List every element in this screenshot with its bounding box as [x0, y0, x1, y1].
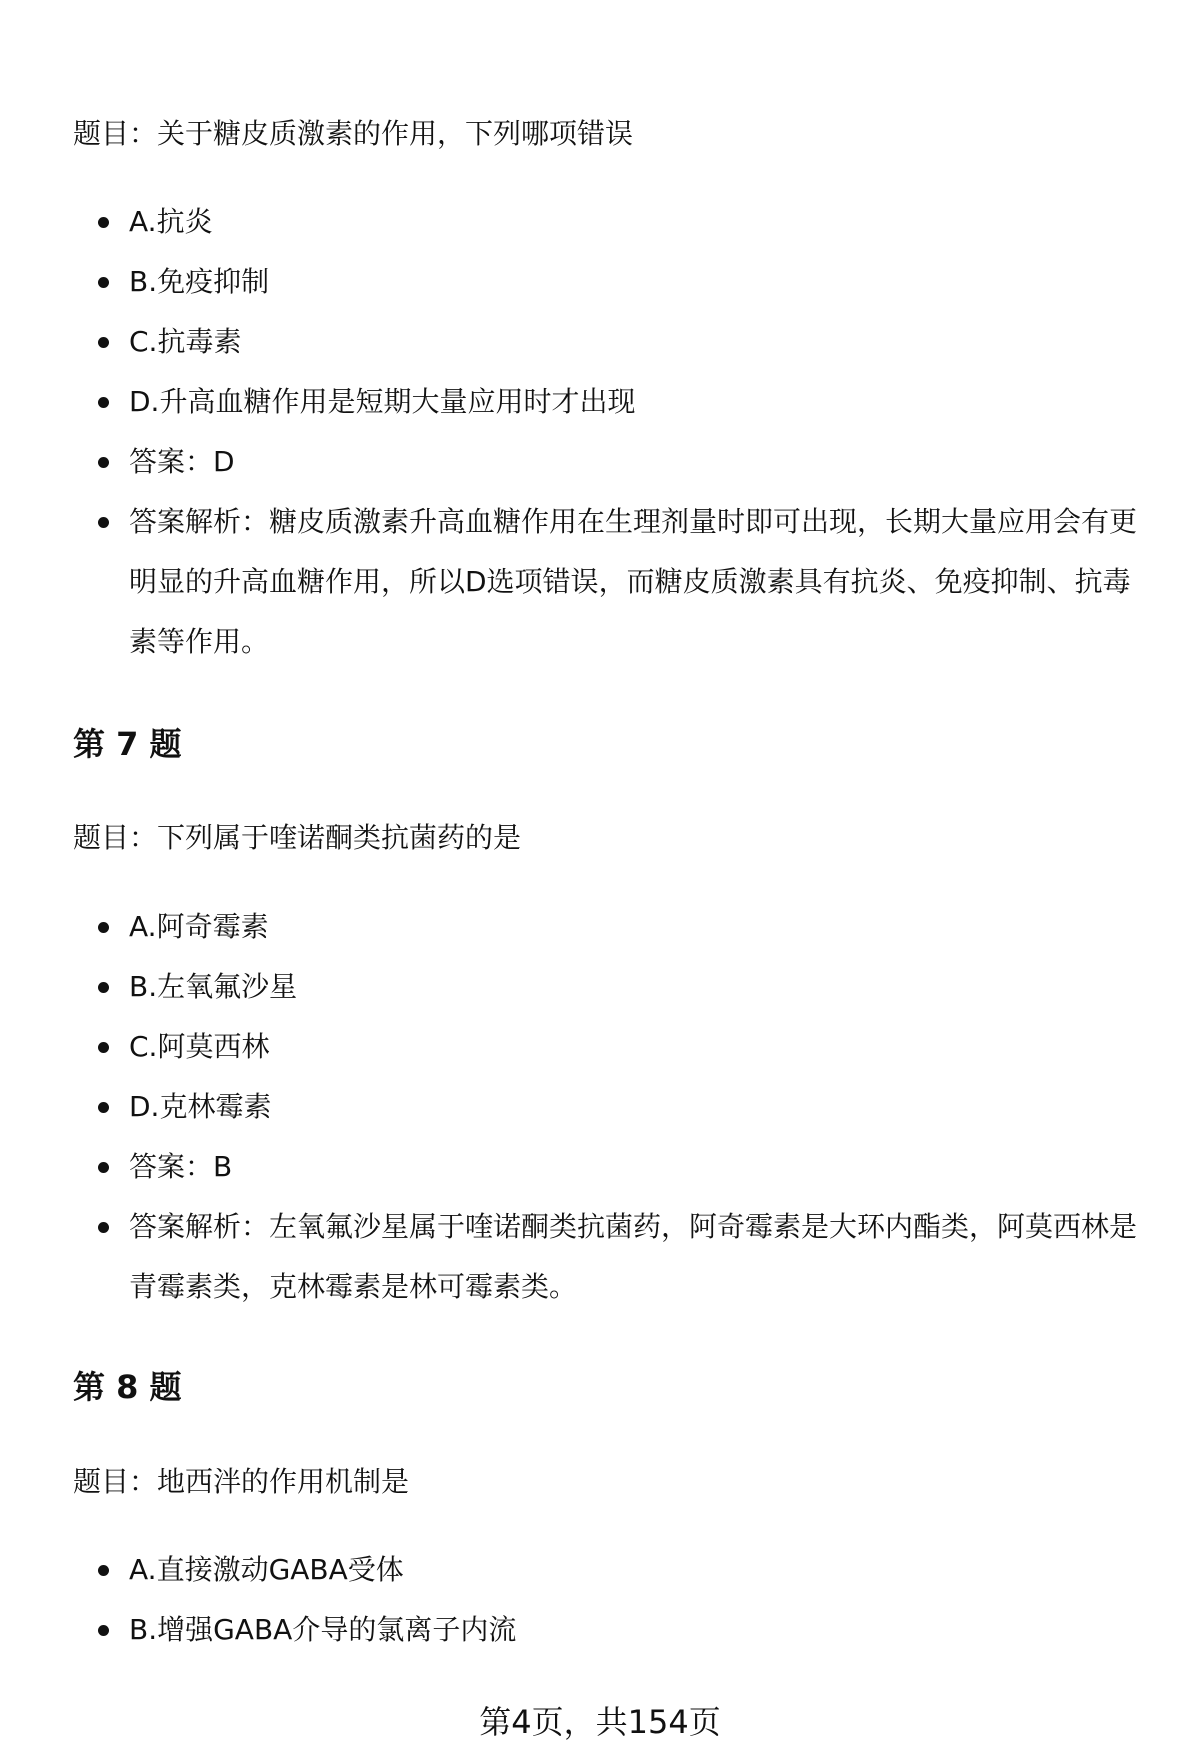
q8-options	[73, 1540, 1140, 1660]
bullet-icon	[98, 1162, 109, 1173]
bullet-icon	[98, 982, 109, 993]
bullet-icon	[98, 397, 109, 408]
q6-block	[73, 114, 1140, 154]
q6-options	[73, 192, 1140, 672]
q6-answer: 答案：D	[73, 432, 1140, 492]
bullet-icon	[98, 922, 109, 933]
q7-options	[73, 897, 1140, 1317]
bullet-icon	[98, 1565, 109, 1576]
bullet-icon	[98, 337, 109, 348]
bullet-icon	[98, 1102, 109, 1113]
q6-option-a: A.抗炎	[73, 192, 1140, 252]
q6-analysis: 答案解析：糖皮质激素升高血糖作用在生理剂量时即可出现，长期大量应用会有更明显的升高血糖作用，所以D选项错误，而糖皮质激素具有抗炎、免疫抑制、抗毒素等作用。	[73, 492, 1140, 672]
q8-option-b: B.增强GABA介导的氯离子内流	[73, 1600, 1140, 1660]
bullet-icon	[98, 517, 109, 528]
q6-option-d: D.升高血糖作用是短期大量应用时才出现	[73, 372, 1140, 432]
q7-heading-block	[73, 722, 1140, 766]
bullet-icon	[98, 1625, 109, 1636]
q6-title: 题目：关于糖皮质激素的作用，下列哪项错误	[73, 117, 634, 150]
q7-option-d: D.克林霉素	[73, 1077, 1140, 1137]
q6-option-c: C.抗毒素	[73, 312, 1140, 372]
bullet-icon	[98, 277, 109, 288]
q8-option-a: A.直接激动GABA受体	[73, 1540, 1140, 1600]
q7-option-b: B.左氧氟沙星	[73, 957, 1140, 1017]
q7-heading: 第 7 题	[73, 725, 182, 763]
q8-heading: 第 8 题	[73, 1368, 182, 1406]
q7-option-a: A.阿奇霉素	[73, 897, 1140, 957]
q7-analysis: 答案解析：左氧氟沙星属于喹诺酮类抗菌药，阿奇霉素是大环内酯类，阿莫西林是青霉素类，克林霉素是林可霉素类。	[73, 1197, 1140, 1317]
q7-option-c: C.阿莫西林	[73, 1017, 1140, 1077]
q8-block	[73, 1462, 1140, 1502]
bullet-icon	[98, 1222, 109, 1233]
page-number-footer: 第4页，共154页	[479, 1703, 721, 1741]
bullet-icon	[98, 217, 109, 228]
bullet-icon	[98, 1042, 109, 1053]
bullet-icon	[98, 457, 109, 468]
q8-title: 题目：地西泮的作用机制是	[73, 1465, 410, 1498]
q7-answer: 答案：B	[73, 1137, 1140, 1197]
q7-title: 题目：下列属于喹诺酮类抗菌药的是	[73, 821, 522, 854]
q7-block	[73, 818, 1140, 858]
q8-heading-block	[73, 1365, 1140, 1409]
q6-option-b: B.免疫抑制	[73, 252, 1140, 312]
